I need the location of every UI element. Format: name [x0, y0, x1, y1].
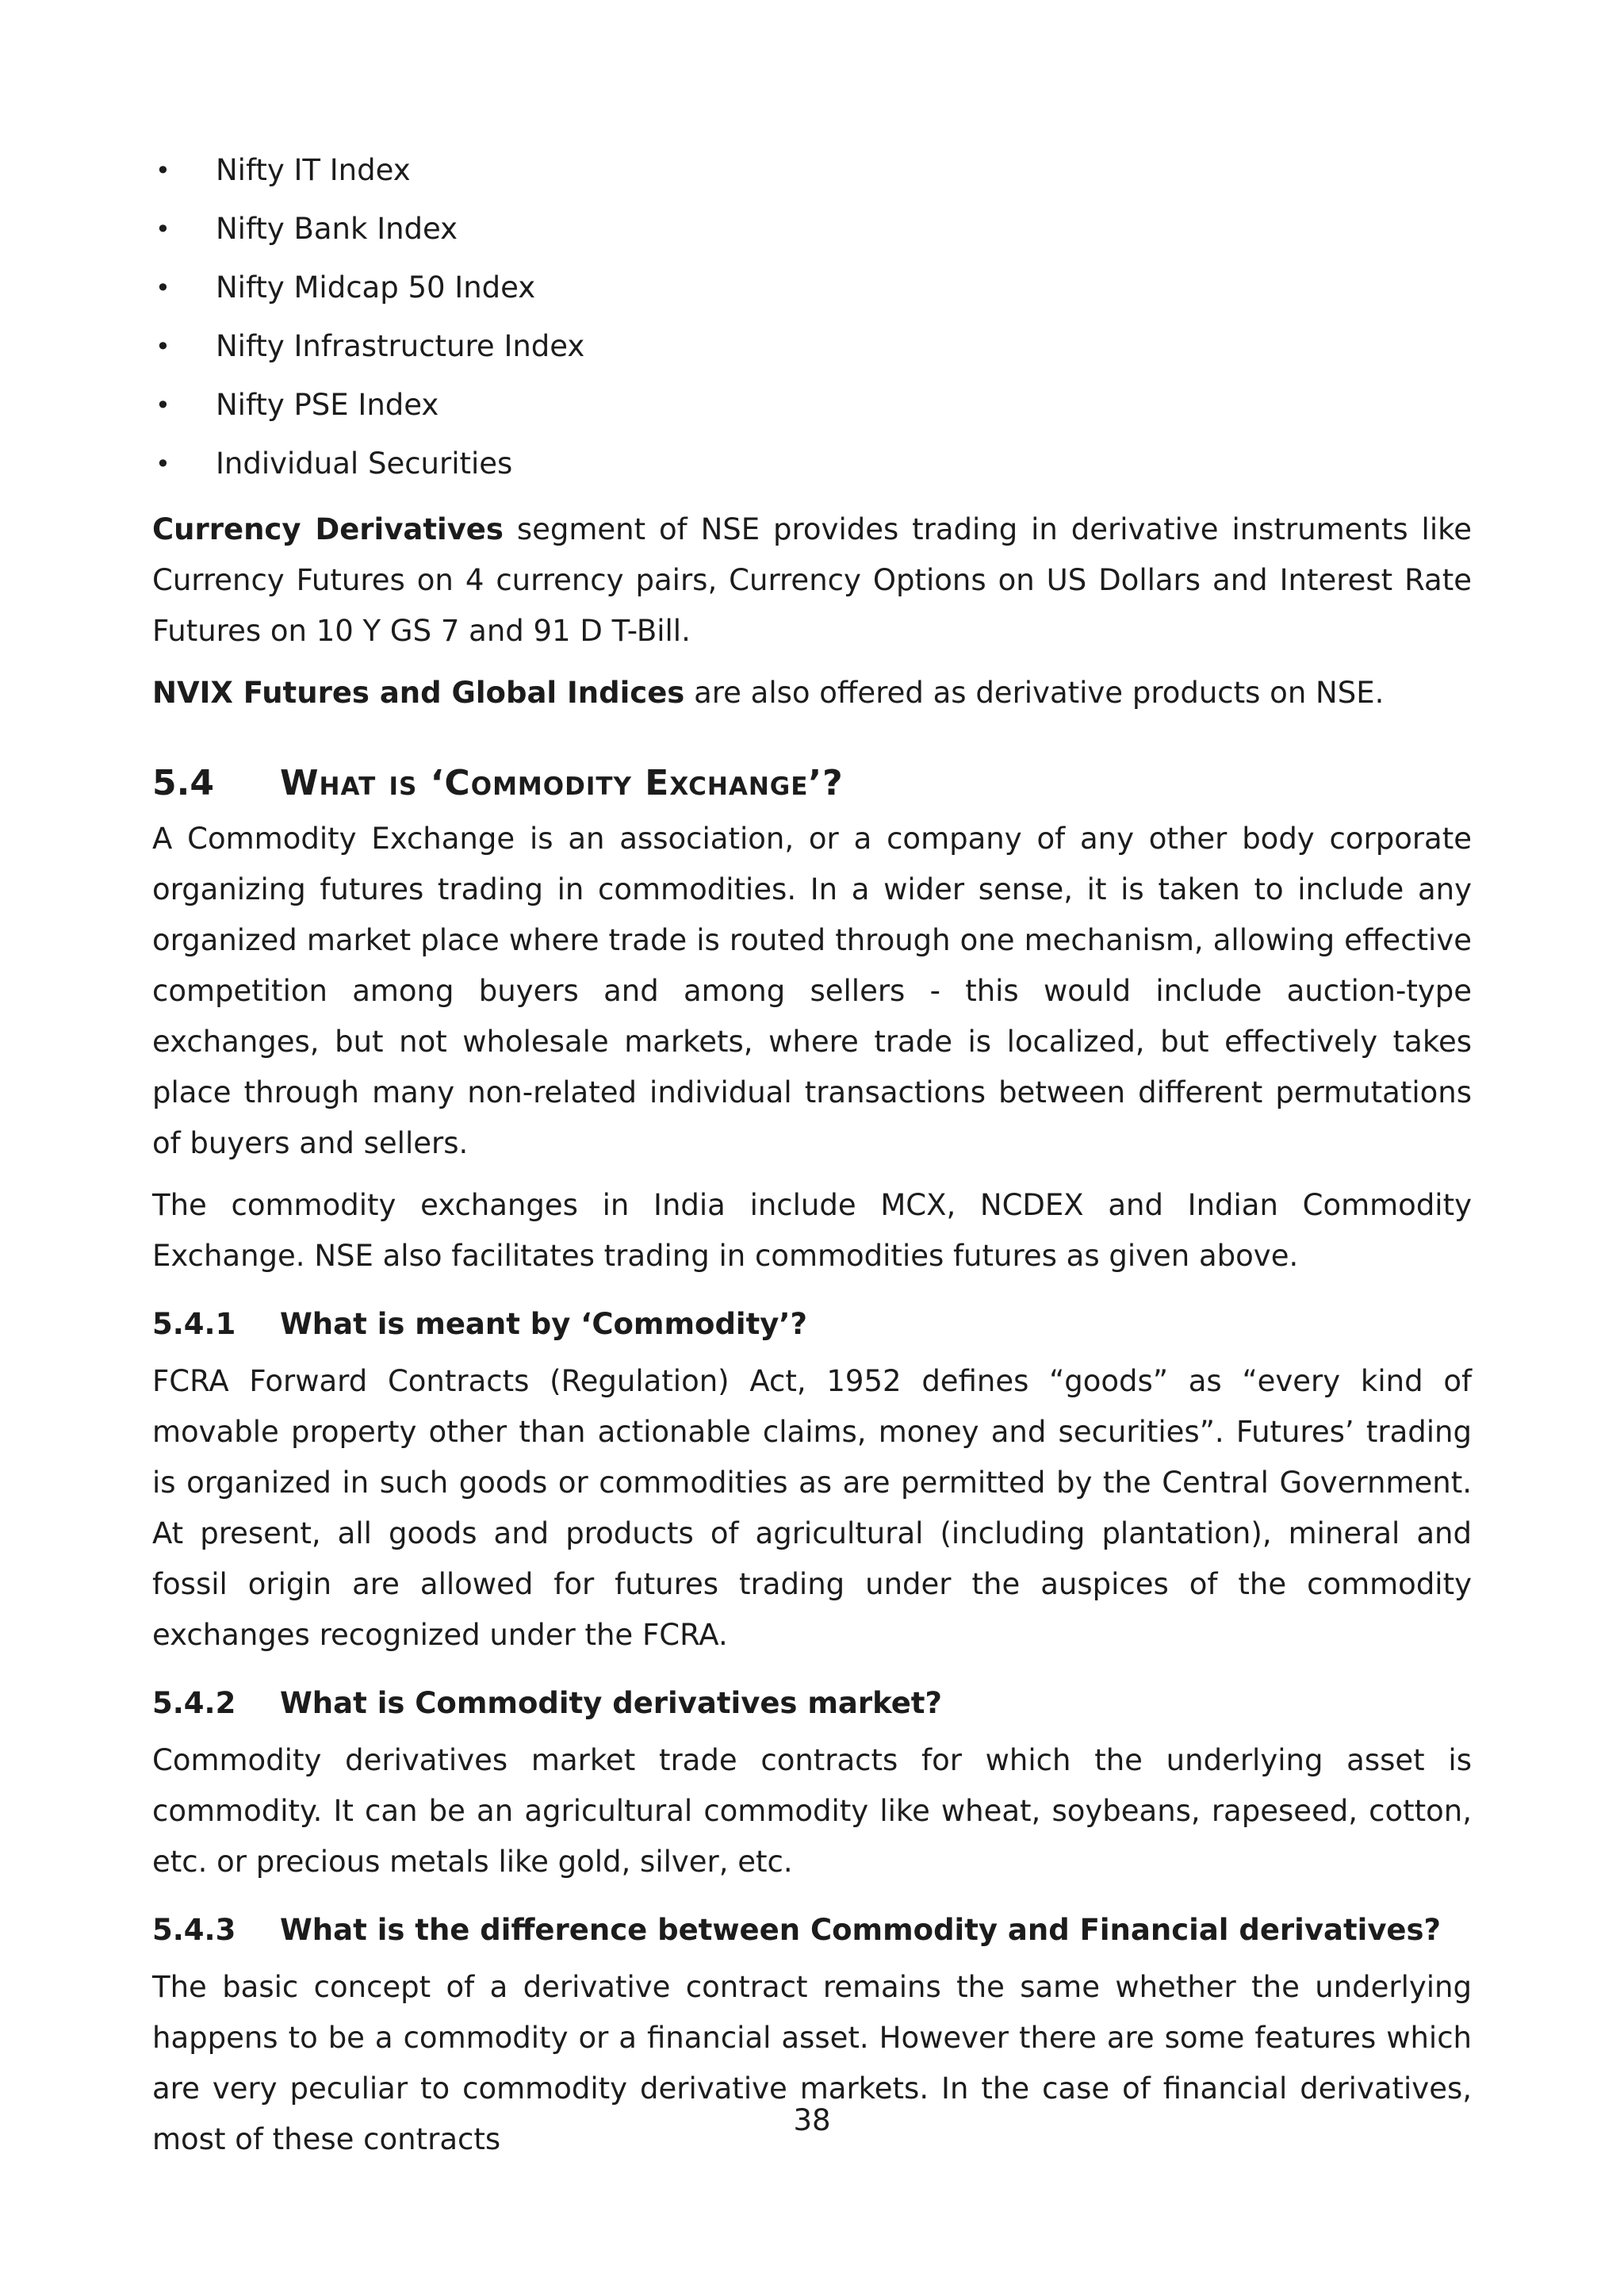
currency-derivatives-paragraph — [152, 504, 1472, 657]
subsection-heading-5-4-3 — [152, 1902, 1472, 1959]
bullet-icon: • — [155, 449, 170, 479]
commodity-exchange-paragraph: A Commodity Exchange is an association, or a company of any other body corporate organizing futures trading in commodities. In a wider sense, it is taken to include any organized market place where trade is routed through one mechanism, allowing effective competition among buyers and among sellers - this would include auction-type exchanges, but not wholesale markets, where trade is localized, but effectively takes place through many non-related individual transactions between different permutations of buyers and sellers. — [152, 822, 1472, 1160]
list-item — [152, 317, 1472, 376]
nvix-paragraph — [152, 668, 1472, 719]
page-number: 38 — [793, 2103, 831, 2137]
list-item — [152, 141, 1472, 200]
subsection-number: 5.4.3 — [152, 1913, 236, 1947]
nvix-text: are also offered as derivative products on NSE. — [684, 676, 1385, 710]
bullet-icon: • — [155, 390, 170, 420]
subsection-title: What is Commodity derivatives market? — [280, 1686, 942, 1720]
list-item-text: Nifty IT Index — [216, 153, 411, 187]
index-bullet-list — [152, 141, 1472, 493]
list-item — [152, 200, 1472, 259]
page-content — [152, 141, 1472, 2165]
list-item — [152, 376, 1472, 435]
section-number: 5.4 — [152, 763, 214, 803]
list-item-text: Nifty PSE Index — [216, 388, 439, 422]
list-item-text: Individual Securities — [216, 446, 513, 481]
commodity-definition-paragraph: FCRA Forward Contracts (Regulation) Act, 1952 defines “goods” as “every kind of movable property other than actionable claims, money and securities”. Futures’ trading is organized in such goods or commodities as are permitted by the Central Government. At present, all goods and products of agricultural (including plantation), mineral and fossil origin are allowed for futures trading under the auspices of the commodity exchanges recognized under the FCRA. — [152, 1364, 1472, 1652]
subsection-title: What is meant by ‘Commodity’? — [280, 1307, 807, 1341]
subsection-heading-5-4-1 — [152, 1296, 1472, 1353]
section-heading-5-4 — [152, 755, 1472, 812]
nvix-term: NVIX Futures and Global Indices — [152, 676, 685, 710]
commodity-derivatives-market-paragraph: Commodity derivatives market trade contracts for which the underlying asset is commodity. It can be an agricultural commodity like wheat, soybeans, rapeseed, cotton, etc. or precious metals like gold, silver, etc. — [152, 1743, 1472, 1879]
subsection-number: 5.4.1 — [152, 1307, 236, 1341]
currency-derivatives-text: segment of NSE provides trading in derivative instruments like Currency Futures on 4 currency pairs, Currency Options on US Dollars and Interest Rate Futures on 10 Y GS 7 and 91 D T-Bill. — [152, 512, 1472, 648]
bullet-icon: • — [155, 273, 170, 303]
list-item — [152, 259, 1472, 317]
bullet-icon: • — [155, 331, 170, 362]
subsection-number: 5.4.2 — [152, 1686, 236, 1720]
subsection-title: What is the difference between Commodity and Financial derivatives? — [280, 1913, 1442, 1947]
subsection-heading-5-4-2 — [152, 1675, 1472, 1732]
section-title: What is ‘Commodity Exchange’? — [280, 763, 844, 803]
list-item-text: Nifty Bank Index — [216, 212, 458, 246]
list-item-text: Nifty Infrastructure Index — [216, 329, 585, 363]
commodity-vs-financial-paragraph: The basic concept of a derivative contract remains the same whether the underlying happens to be a commodity or a financial asset. However there are some features which are very peculiar to commodity derivative markets. In the case of financial derivatives, most of these contracts — [152, 1970, 1472, 2156]
list-item — [152, 435, 1472, 493]
bullet-icon: • — [155, 155, 170, 186]
bullet-icon: • — [155, 214, 170, 244]
list-item-text: Nifty Midcap 50 Index — [216, 270, 536, 305]
commodity-exchanges-india-paragraph: The commodity exchanges in India include MCX, NCDEX and Indian Commodity Exchange. NSE also facilitates trading in commodities futures as given above. — [152, 1188, 1472, 1273]
currency-derivatives-term: Currency Derivatives — [152, 512, 504, 546]
